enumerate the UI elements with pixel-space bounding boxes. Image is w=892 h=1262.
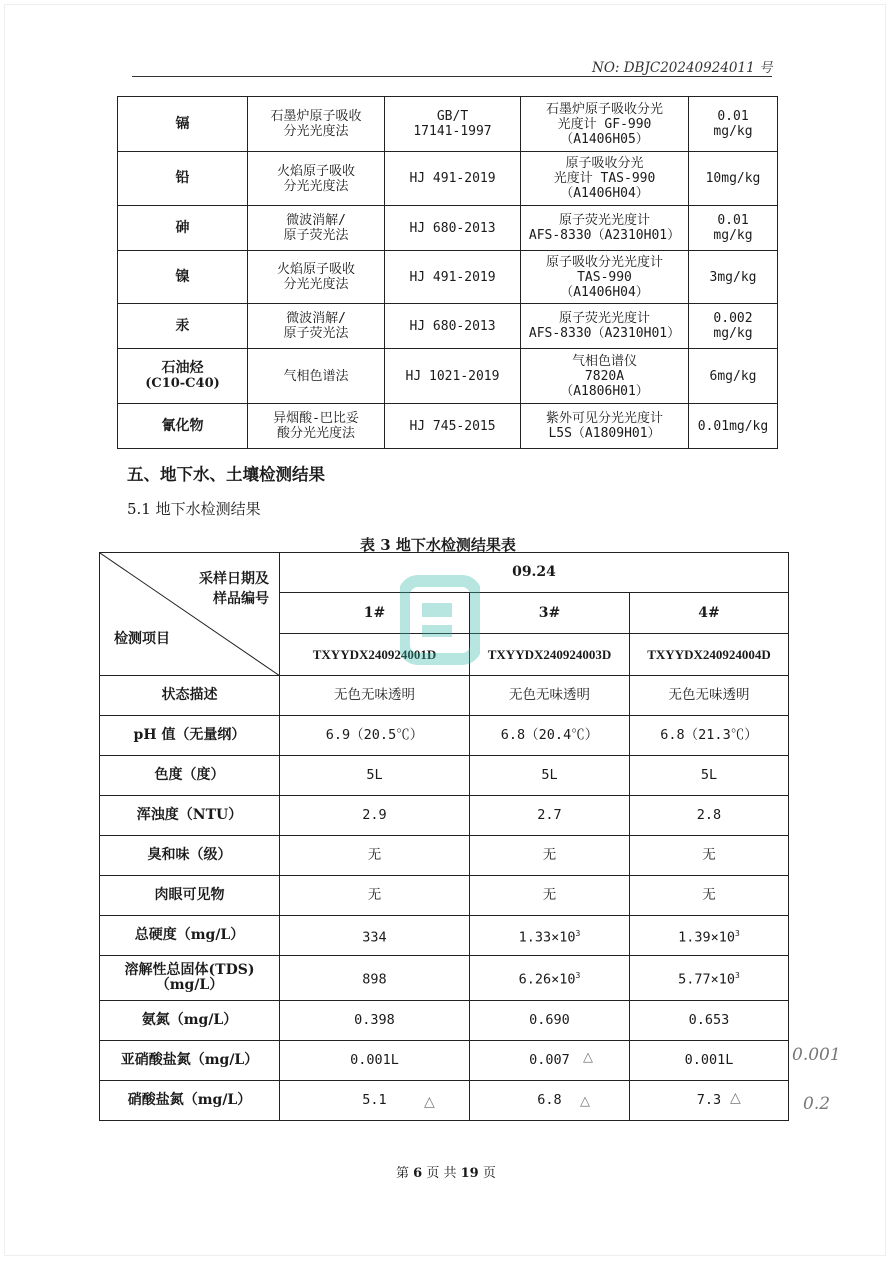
corner-header-bottom: 检测项目 xyxy=(114,631,170,647)
value-text: 5.77×10 xyxy=(678,971,736,988)
value-cell: 5.1 xyxy=(280,1081,470,1121)
value-text: 1.33×10 xyxy=(518,929,576,946)
method-cell: 微波消解/ 原子荧光法 xyxy=(248,304,385,349)
table-row xyxy=(100,916,789,956)
value-cell: 0.690 xyxy=(470,1001,630,1041)
method-row xyxy=(118,349,778,404)
method-cell: 火焰原子吸收 分光光度法 xyxy=(248,251,385,304)
handwritten-note: 0.001 xyxy=(792,1045,841,1065)
standard-cell: HJ 680-2013 xyxy=(385,206,521,251)
item-cell: 汞 xyxy=(118,304,248,349)
value-cell: 0.653 xyxy=(630,1001,789,1041)
value-cell: 无 xyxy=(470,876,630,916)
table-row xyxy=(100,676,789,716)
limit-cell: 10mg/kg xyxy=(689,152,778,206)
value-cell: 无色无味透明 xyxy=(470,676,630,716)
standard-cell: HJ 491-2019 xyxy=(385,152,521,206)
method-row xyxy=(118,152,778,206)
instrument-cell: 原子荧光光度计 AFS-8330（A2310H01） xyxy=(521,304,689,349)
sample-number: 1# xyxy=(280,593,470,634)
row-label: 浑浊度（NTU） xyxy=(100,796,280,836)
exponent: 3 xyxy=(735,928,740,938)
check-mark-icon: △ xyxy=(580,1094,590,1109)
standard-cell: HJ 491-2019 xyxy=(385,251,521,304)
footer-text: 第 xyxy=(396,1166,410,1181)
item-cell: 镍 xyxy=(118,251,248,304)
method-cell: 微波消解/ 原子荧光法 xyxy=(248,206,385,251)
page-footer xyxy=(396,1162,496,1181)
footer-text: 页 xyxy=(482,1166,496,1181)
instrument-cell: 原子荧光光度计 AFS-8330（A2310H01） xyxy=(521,206,689,251)
sampling-date: 09.24 xyxy=(280,553,789,593)
limit-cell: 3mg/kg xyxy=(689,251,778,304)
method-cell: 气相色谱法 xyxy=(248,349,385,404)
exponent: 3 xyxy=(575,928,581,938)
table-row xyxy=(100,876,789,916)
sample-number: 3# xyxy=(470,593,630,634)
limit-cell: 0.01 mg/kg xyxy=(689,206,778,251)
row-label: 硝酸盐氮（mg/L） xyxy=(100,1081,280,1121)
table-row xyxy=(100,1041,789,1081)
table-row xyxy=(100,836,789,876)
report-number: NO: DBJC20240924011 号 xyxy=(592,60,773,76)
handwritten-note: 0.2 xyxy=(803,1094,831,1114)
method-row xyxy=(118,251,778,304)
item-name: 石油烃 xyxy=(161,360,204,376)
table-row xyxy=(100,796,789,836)
method-table xyxy=(117,96,778,449)
row-label: 臭和味（级） xyxy=(100,836,280,876)
table-row xyxy=(100,1081,789,1121)
section-title: 五、地下水、土壤检测结果 xyxy=(127,465,325,484)
row-label: pH 值（无量纲） xyxy=(100,716,280,756)
value-cell: 5L xyxy=(470,756,630,796)
method-cell: 火焰原子吸收 分光光度法 xyxy=(248,152,385,206)
method-cell: 石墨炉原子吸收 分光光度法 xyxy=(248,97,385,152)
row-label: 亚硝酸盐氮（mg/L） xyxy=(100,1041,280,1081)
value-cell xyxy=(470,956,630,1001)
item-cell: 氰化物 xyxy=(118,404,248,449)
value-cell: 无色无味透明 xyxy=(630,676,789,716)
method-cell: 异烟酸-巴比妥 酸分光光度法 xyxy=(248,404,385,449)
watermark-logo-icon xyxy=(400,575,480,665)
value-cell: 2.9 xyxy=(280,796,470,836)
check-mark-icon: △ xyxy=(730,1090,741,1106)
instrument-cell: 紫外可见分光光度计 L5S（A1809H01） xyxy=(521,404,689,449)
footer-text: 页 共 xyxy=(426,1166,457,1181)
standard-cell: HJ 1021-2019 xyxy=(385,349,521,404)
value-cell: 0.007 xyxy=(470,1041,630,1081)
method-row xyxy=(118,404,778,449)
item-cell xyxy=(118,349,248,404)
value-cell: 6.9（20.5℃） xyxy=(280,716,470,756)
total-pages: 19 xyxy=(460,1166,479,1181)
standard-cell: HJ 745-2015 xyxy=(385,404,521,449)
value-cell xyxy=(280,916,470,956)
value-text: 898 xyxy=(362,971,387,988)
standard-cell: HJ 680-2013 xyxy=(385,304,521,349)
sample-code: TXYYDX240924003D xyxy=(470,634,630,676)
value-cell: 0.001L xyxy=(630,1041,789,1081)
corner-top-line1: 采样日期及 xyxy=(199,571,269,587)
check-mark-icon: △ xyxy=(424,1094,435,1110)
value-cell: 无 xyxy=(630,876,789,916)
value-cell: 7.3 xyxy=(630,1081,789,1121)
instrument-cell: 原子吸收分光光度计 TAS-990 （A1406H04） xyxy=(521,251,689,304)
corner-top-line2: 样品编号 xyxy=(213,591,269,607)
sample-code: TXYYDX240924004D xyxy=(630,634,789,676)
table-row xyxy=(100,756,789,796)
value-cell: 2.7 xyxy=(470,796,630,836)
instrument-cell: 气相色谱仪 7820A （A1806H01） xyxy=(521,349,689,404)
row-label: 溶解性总固体(TDS) （mg/L） xyxy=(100,956,280,1001)
standard-cell: GB/T 17141-1997 xyxy=(385,97,521,152)
item-cell: 铅 xyxy=(118,152,248,206)
value-cell: 无 xyxy=(630,836,789,876)
exponent: 3 xyxy=(735,971,740,981)
table-row xyxy=(100,716,789,756)
instrument-cell: 原子吸收分光 光度计 TAS-990 （A1406H04） xyxy=(521,152,689,206)
subsection-title: 5.1 地下水检测结果 xyxy=(127,500,261,518)
value-cell: 0.398 xyxy=(280,1001,470,1041)
header-rule xyxy=(132,76,772,77)
table-row xyxy=(100,956,789,1001)
check-mark-icon: △ xyxy=(583,1050,593,1065)
row-label: 总硬度（mg/L） xyxy=(100,916,280,956)
corner-header-top xyxy=(199,569,269,609)
limit-cell: 0.01mg/kg xyxy=(689,404,778,449)
table-row xyxy=(100,1001,789,1041)
sample-code: TXYYDX240924001D xyxy=(280,634,470,676)
value-cell: 2.8 xyxy=(630,796,789,836)
value-cell: 6.8 xyxy=(470,1081,630,1121)
limit-cell: 6mg/kg xyxy=(689,349,778,404)
value-text: 1.39×10 xyxy=(678,929,736,946)
limit-cell: 0.002 mg/kg xyxy=(689,304,778,349)
value-cell: 6.8（21.3℃） xyxy=(630,716,789,756)
row-label: 氨氮（mg/L） xyxy=(100,1001,280,1041)
value-text: 6.26×10 xyxy=(518,971,576,988)
row-label: 状态描述 xyxy=(100,676,280,716)
item-cell: 镉 xyxy=(118,97,248,152)
exponent: 3 xyxy=(575,971,581,981)
corner-header-cell xyxy=(100,553,280,676)
row-label: 色度（度） xyxy=(100,756,280,796)
value-cell: 0.001L xyxy=(280,1041,470,1081)
table-caption: 表 3 地下水检测结果表 xyxy=(360,536,516,554)
value-text: 334 xyxy=(362,929,387,946)
item-cell: 砷 xyxy=(118,206,248,251)
page-number: 6 xyxy=(413,1166,423,1181)
method-row xyxy=(118,97,778,152)
sample-number: 4# xyxy=(630,593,789,634)
value-cell: 5L xyxy=(630,756,789,796)
value-cell: 5L xyxy=(280,756,470,796)
instrument-cell: 石墨炉原子吸收分光 光度计 GF-990 （A1406H05） xyxy=(521,97,689,152)
value-cell: 无色无味透明 xyxy=(280,676,470,716)
item-range: (C10-C40) xyxy=(145,376,220,391)
method-row xyxy=(118,206,778,251)
limit-cell: 0.01 mg/kg xyxy=(689,97,778,152)
value-cell xyxy=(280,956,470,1001)
value-cell xyxy=(630,916,789,956)
method-row xyxy=(118,304,778,349)
value-cell: 无 xyxy=(470,836,630,876)
value-cell xyxy=(470,916,630,956)
row-label: 肉眼可见物 xyxy=(100,876,280,916)
value-cell: 无 xyxy=(280,876,470,916)
value-cell: 无 xyxy=(280,836,470,876)
value-cell xyxy=(630,956,789,1001)
value-cell: 6.8（20.4℃） xyxy=(470,716,630,756)
